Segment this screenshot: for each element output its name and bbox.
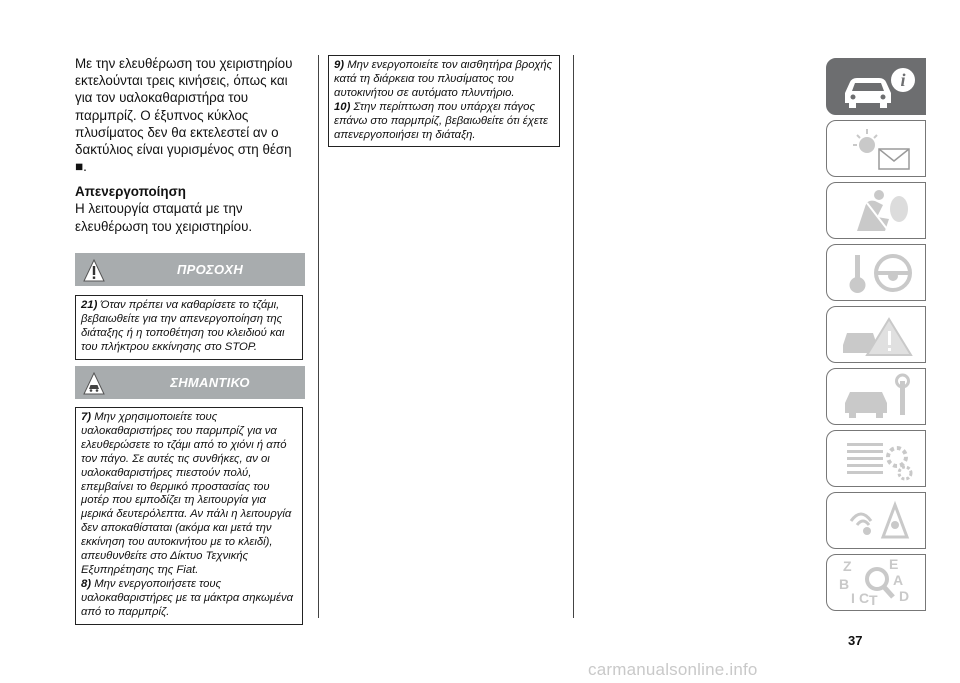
- index-letter: D: [899, 588, 910, 604]
- car-wrench-icon: [837, 373, 922, 421]
- index-letter: A: [893, 572, 904, 588]
- section-body: Η λειτουργία σταματά με την ελευθέρωση του χειριστηρίου.: [75, 201, 253, 234]
- column-divider: [318, 55, 319, 618]
- intro-paragraph: Με την ελευθέρωση του χειριστηρίου εκτελούνται τρεις κινήσεις, όπως και για τον υαλοκαθαριστήρα του παρμπρίζ. Ο έξυπνος κύκλος πλυσίματος δεν θα εκτελεστεί αν ο δακτύλιος είναι γυρισμένος στη θέση ■.: [75, 56, 293, 175]
- specs-gears-icon: [837, 435, 922, 483]
- ring-position-symbol: ■.: [75, 159, 87, 175]
- tab-maintenance[interactable]: [826, 368, 926, 425]
- page-number: 37: [848, 633, 863, 648]
- key-steering-wheel-icon: [837, 249, 922, 297]
- tab-safety[interactable]: [826, 182, 926, 239]
- note-number: 21): [81, 299, 98, 311]
- note-number: 7): [81, 411, 92, 423]
- important-banner: [75, 366, 305, 399]
- caution-title: ΠΡΟΣΟΧΗ: [176, 262, 244, 277]
- caution-banner: [75, 253, 305, 286]
- index-letter: B: [839, 576, 850, 592]
- index-letter: T: [869, 592, 878, 607]
- tab-car-info[interactable]: [826, 58, 926, 115]
- svg-text:i: i: [900, 70, 906, 90]
- multimedia-icon: [837, 497, 922, 545]
- index-letter: Z: [843, 559, 852, 574]
- watermark: carmanualsonline.info: [588, 660, 758, 679]
- note-number: 8): [81, 577, 92, 590]
- caution-box: [75, 295, 303, 360]
- tab-multimedia[interactable]: [826, 492, 926, 549]
- important-box: [75, 407, 303, 625]
- tab-warning-lights[interactable]: [826, 120, 926, 177]
- column-divider: [573, 55, 574, 618]
- note-text: Μην ενεργοποιήσετε τους υαλοκαθαριστήρες με τα μάκτρα σηκωμένα από το παρμπρίζ.: [81, 577, 294, 618]
- car-tools-icon: [83, 372, 105, 394]
- tab-index[interactable]: [826, 554, 926, 611]
- warning-light-message-icon: [837, 125, 922, 173]
- intro-section: [75, 55, 307, 235]
- tab-technical-data[interactable]: [826, 430, 926, 487]
- chapter-tabs: [826, 58, 928, 616]
- continued-notes-box: [328, 55, 560, 147]
- index-search-icon: [837, 559, 922, 607]
- index-letter: I: [851, 590, 855, 606]
- note-text: Όταν πρέπει να καθαρίσετε το τζάμι, βεβαιωθείτε για την απενεργοποίηση της διάταξης ή η τοποθέτηση του κλειδιού και του πλήκτρου εκκίνησης στο STOP.: [81, 299, 285, 353]
- car-info-icon: [837, 63, 922, 111]
- section-heading: Απενεργοποίηση: [75, 184, 186, 200]
- note-text: Στην περίπτωση που υπάρχει πάγος επάνω στο παρμπρίζ, βεβαιωθείτε ότι έχετε απενεργοποιήσει τη διάταξη.: [334, 100, 549, 141]
- seat-airbag-icon: [837, 187, 922, 235]
- note-text: Μην χρησιμοποιείτε τους υαλοκαθαριστήρες του παρμπρίζ για να ελευθερώσετε το τζάμι από το χιόνι ή από τον πάγο. Σε αυτές τις συνθήκες, αν οι υαλοκαθαριστήρες πιεστούν πολύ, επεμβαίνει το θερμικό προστασίας του μοτέρ που εμποδίζει τη λειτουργία για μερικά δευτερόλεπτα. Αν πάλι η λειτουργία δεν αποκαθίσταται (ακόμα και μετά την εκκίνηση του αυτοκινήτου με το κλειδί), απευθυνθείτε στο Δίκτυο Τεχνικής Εξυπηρέτησης της Fiat.: [81, 411, 292, 576]
- tab-starting-driving[interactable]: [826, 244, 926, 301]
- note-text: Μην ενεργοποιείτε τον αισθητήρα βροχής κατά τη διάρκεια του πλυσίματος του αυτοκινήτου σε αυτόματο πλυντήριο.: [334, 59, 553, 99]
- note-number: 10): [334, 100, 351, 113]
- important-title: ΣΗΜΑΝΤΙΚΟ: [170, 375, 250, 390]
- warning-exclamation-icon: [83, 259, 105, 281]
- car-warning-triangle-icon: [837, 311, 922, 359]
- index-letter: C: [859, 590, 870, 606]
- tab-emergency[interactable]: [826, 306, 926, 363]
- index-letter: E: [889, 559, 899, 572]
- note-number: 9): [334, 59, 345, 71]
